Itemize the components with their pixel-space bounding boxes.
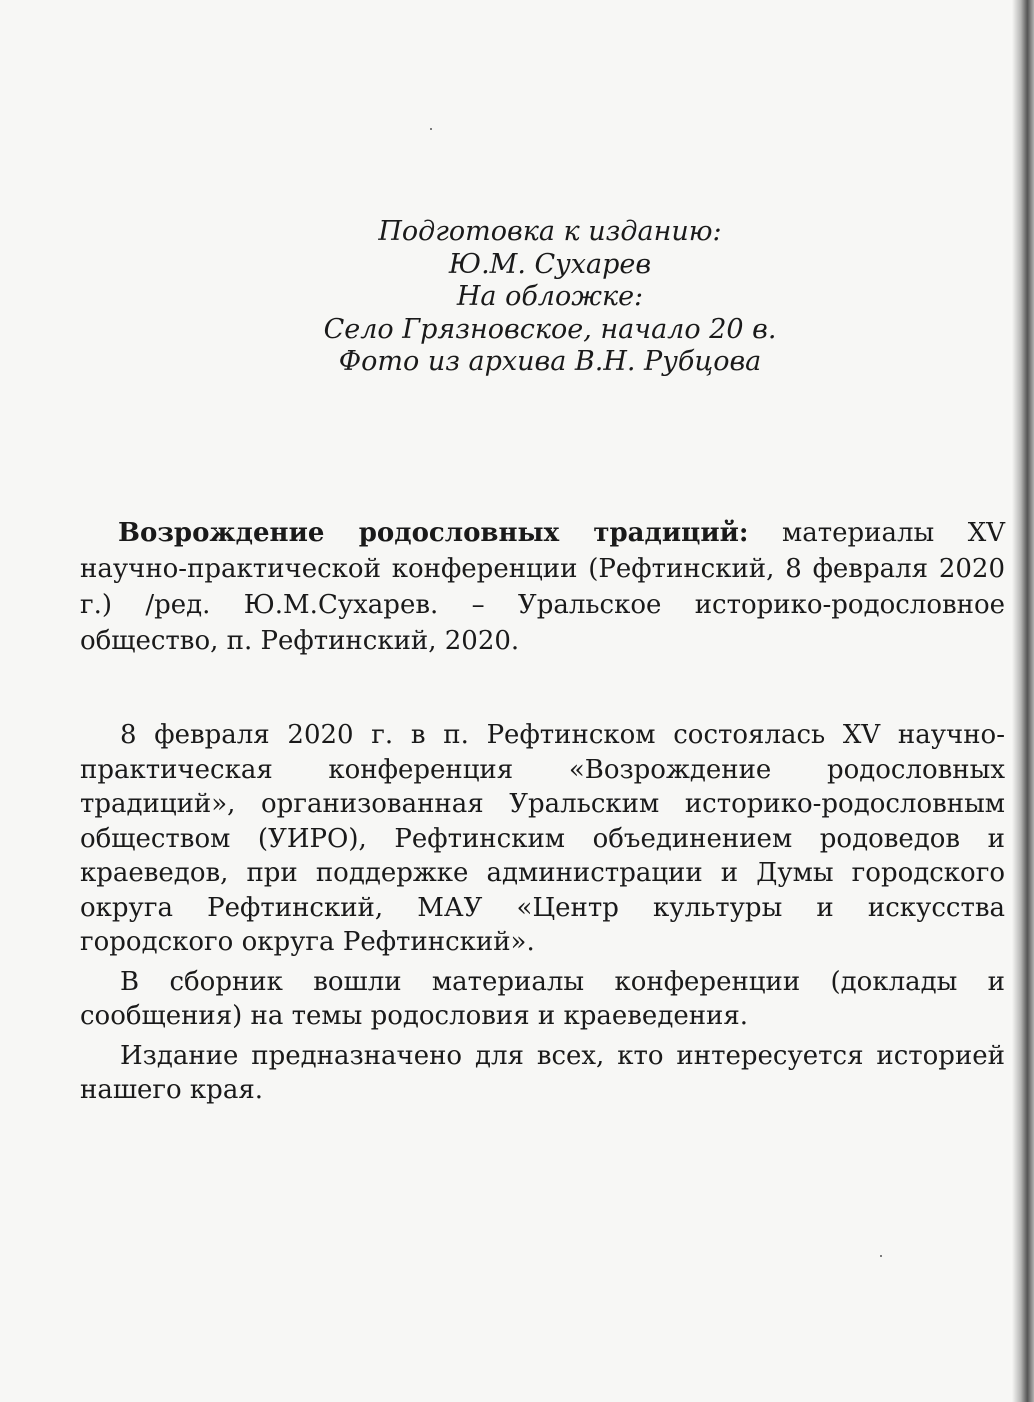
- publication-credits: [300, 216, 800, 379]
- bibliographic-entry: [80, 515, 1005, 659]
- abstract-paragraph: Издание предназначено для всех, кто интересуется историей нашего края.: [80, 1040, 1005, 1105]
- scan-speck: [880, 1255, 882, 1257]
- credits-prepared-label: Подготовка к изданию:: [378, 216, 722, 247]
- abstract-paragraph: В сборник вошли материалы конференции (доклады и сообщения) на темы родословия и краеведения.: [80, 966, 1005, 1031]
- bibliographic-details: материалы XV научно-практической конференции (Рефтинский, 8 февраля 2020 г.) /ред. Ю.М.Сухарев. – Уральское историко-родословное общество, п. Рефтинский, 2020.: [80, 518, 1005, 656]
- scan-binding-edge: [1012, 0, 1034, 1402]
- credits-photo-source: Фото из архива В.Н. Рубцова: [338, 346, 762, 377]
- credits-cover-description: Село Грязновское, начало 20 в.: [323, 313, 777, 345]
- credits-cover-label: На обложке:: [456, 281, 644, 312]
- abstract: [80, 718, 1005, 1113]
- credits-editor-name: Ю.М. Сухарев: [448, 248, 652, 280]
- abstract-paragraph: 8 февраля 2020 г. в п. Рефтинском состоялась XV научно-практическая конференция «Возрождение родословных традиций», организованная Уральским историко-родословным обществом (УИРО), Рефтинским объединением родоведов и краеведов, при поддержке администрации и Думы городского округа Рефтинский, МАУ «Центр культуры и искусства городского округа Рефтинский».: [80, 720, 1005, 957]
- bibliographic-title: Возрождение родословных традиций:: [118, 518, 749, 548]
- scan-speck: [430, 128, 432, 130]
